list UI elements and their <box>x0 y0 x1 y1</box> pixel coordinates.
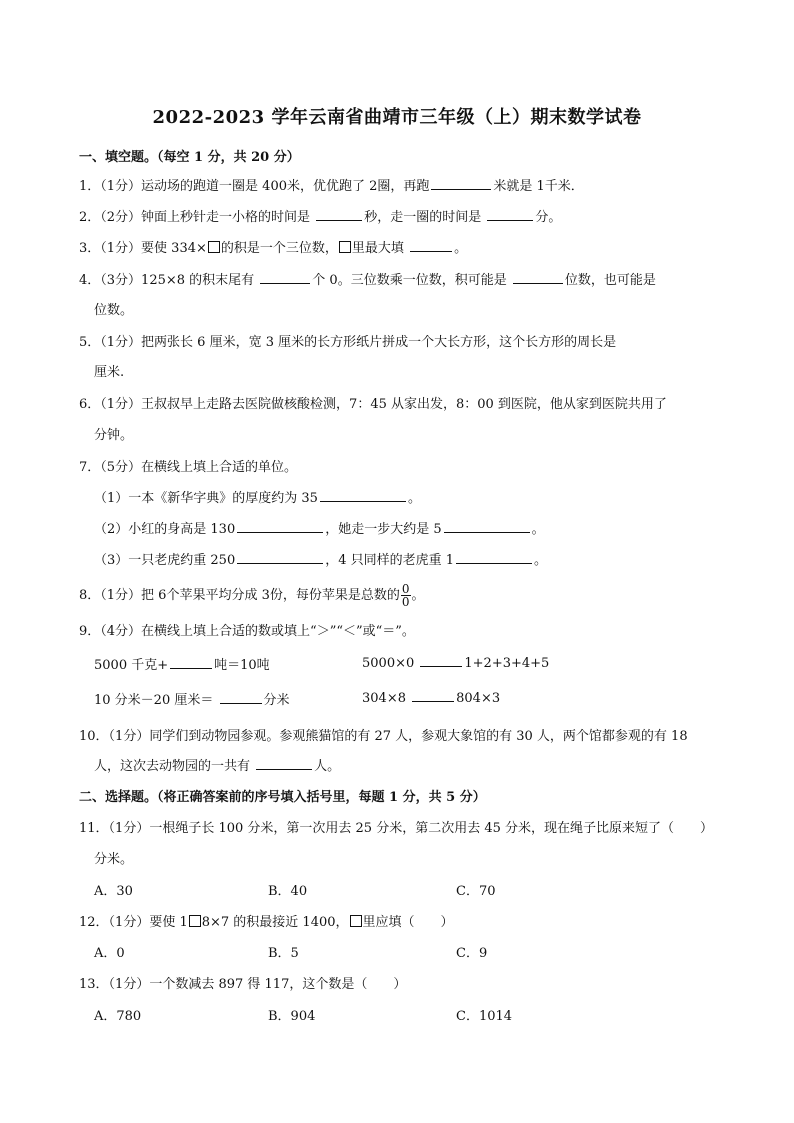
question-11-line1: 11．（1分）一根绳子长 100 分米，第一次用去 25 分米，第二次用去 45 分米，现在绳子比原来短了（ ） <box>79 821 714 836</box>
answer-blank[interactable] <box>316 208 362 221</box>
question-5-line2: 厘米. <box>94 365 125 380</box>
answer-blank[interactable] <box>456 551 532 564</box>
answer-blank[interactable] <box>412 689 454 702</box>
question-11-line2: 分米。 <box>94 852 134 867</box>
empty-box-icon <box>189 915 201 927</box>
option-c[interactable]: C．1014 <box>456 1009 513 1024</box>
section-heading-choice: 二、选择题。（将正确答案前的序号填入括号里，每题 1 分，共 5 分） <box>79 790 486 805</box>
empty-box-icon <box>208 241 220 253</box>
question-2: 2．（2分）钟面上秒针走一小格的时间是 秒，走一圈的时间是 分。 <box>79 210 562 225</box>
answer-blank[interactable] <box>260 271 310 284</box>
answer-blank[interactable] <box>237 520 323 533</box>
fraction: $\frac{0}{0}$ <box>401 582 410 609</box>
answer-blank[interactable] <box>237 551 323 564</box>
option-b[interactable]: B．904 <box>268 1009 316 1024</box>
question-5-line1: 5．（1分）把两张长 6 厘米，宽 3 厘米的长方形纸片拼成一个大长方形，这个长方形的周长是 <box>79 335 617 350</box>
question-13: 13．（1分）一个数减去 897 得 117，这个数是（ ） <box>79 977 407 992</box>
question-10-line2: 人，这次去动物园的一共有 人。 <box>94 759 341 774</box>
question-1: 1．（1分）运动场的跑道一圈是 400米，优优跑了 2圈，再跑 米就是 1千米． <box>79 179 584 194</box>
answer-blank[interactable] <box>410 239 452 252</box>
option-b[interactable]: B．5 <box>268 946 299 961</box>
page-title: 2022-2023 学年云南省曲靖市三年级（上）期末数学试卷 <box>152 107 642 128</box>
option-b[interactable]: B．40 <box>268 884 308 899</box>
question-9-stem: 9．（4分）在横线上填上合适的数或填上“＞”“＜”或“＝”。 <box>79 624 415 639</box>
option-c[interactable]: C．70 <box>456 884 496 899</box>
answer-blank[interactable] <box>420 654 462 667</box>
empty-box-icon <box>339 241 351 253</box>
question-7-stem: 7．（5分）在横线上填上合适的单位。 <box>79 460 298 475</box>
question-6-line1: 6．（1分）王叔叔早上走路去医院做核酸检测，7：45 从家出发，8：00 到医院，他从家到医院共用了 <box>79 397 667 412</box>
question-7-part3: （3）一只老虎约重 250 ，4 只同样的老虎重 1 。 <box>94 553 548 568</box>
option-a[interactable]: A．780 <box>94 1009 142 1024</box>
option-c[interactable]: C．9 <box>456 946 488 961</box>
question-12: 12．（1分）要使 1 8×7 的积最接近 1400， 里应填（ ） <box>79 915 454 930</box>
answer-blank[interactable] <box>513 271 563 284</box>
question-9-row1-right: 5000×0 1+2+3+4+5 <box>362 656 550 671</box>
answer-blank[interactable] <box>220 691 262 704</box>
question-9-row2-right: 304×8 804×3 <box>362 691 501 706</box>
empty-box-icon <box>350 915 362 927</box>
question-8: 8．（1分）把 6个苹果平均分成 3份，每份苹果是总数的 $\frac{0}{0}$ 。 <box>79 582 425 609</box>
answer-blank[interactable] <box>487 208 533 221</box>
answer-blank[interactable] <box>256 757 312 770</box>
option-a[interactable]: A．30 <box>94 884 133 899</box>
question-6-line2: 分钟。 <box>94 428 134 443</box>
question-9-row2-left: 10 分米－20 厘米＝ 分米 <box>94 693 290 708</box>
answer-blank[interactable] <box>444 520 530 533</box>
question-7-part2: （2）小红的身高是 130 ，她走一步大约是 5 。 <box>94 522 545 537</box>
question-7-part1: （1）一本《新华字典》的厚度约为 35 。 <box>94 491 421 506</box>
option-a[interactable]: A．0 <box>94 946 125 961</box>
question-10-line1: 10．（1分）同学们到动物园参观。参观熊猫馆的有 27 人，参观大象馆的有 30 人，两个馆都参观的有 18 <box>79 729 688 744</box>
question-4-line2: 位数。 <box>94 303 134 318</box>
answer-blank[interactable] <box>320 489 406 502</box>
question-9-row1-left: 5000 千克+ 吨＝10吨 <box>94 658 270 673</box>
section-heading-fill-in: 一、填空题。（每空 1 分，共 20 分） <box>79 150 300 165</box>
question-4-line1: 4．（3分）125×8 的积末尾有 个 0。三位数乘一位数，积可能是 位数，也可能是 <box>79 273 656 288</box>
question-3: 3．（1分）要使 334× 的积是一个三位数， 里最大填 。 <box>79 241 468 256</box>
answer-blank[interactable] <box>431 177 491 190</box>
answer-blank[interactable] <box>170 656 212 669</box>
